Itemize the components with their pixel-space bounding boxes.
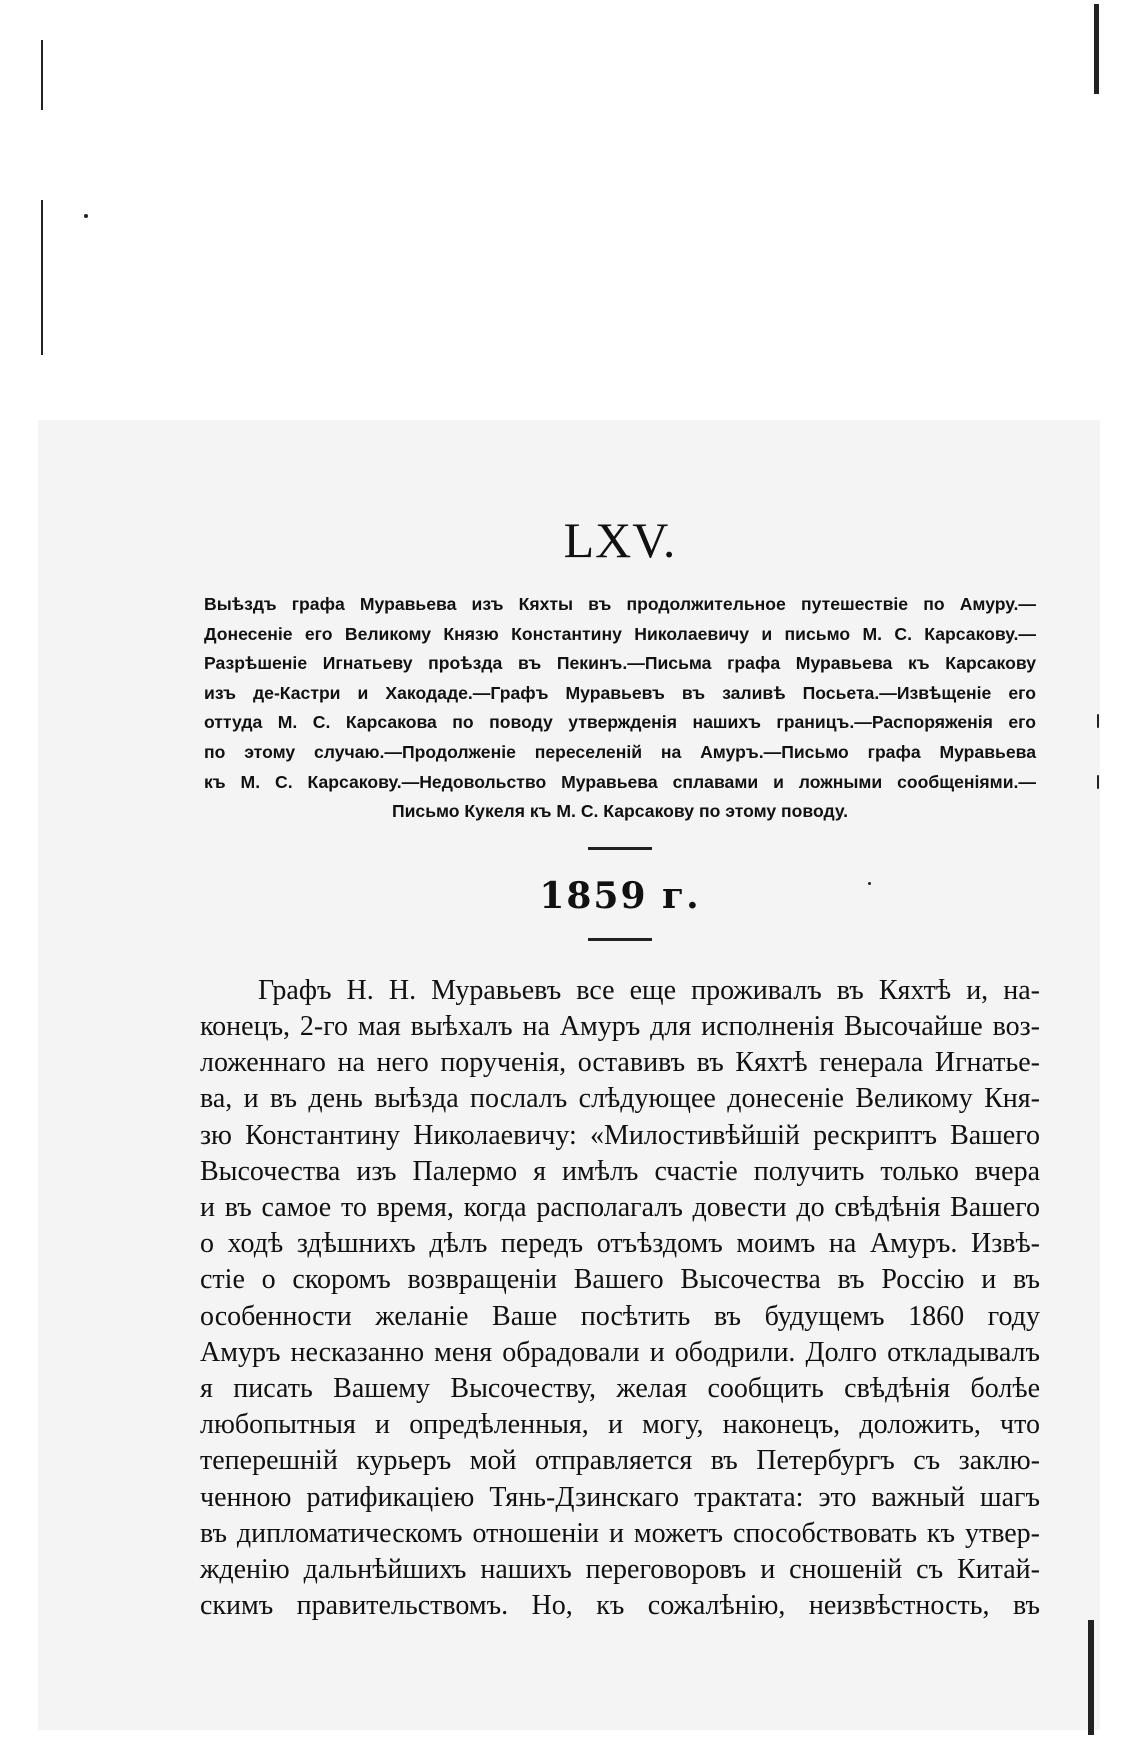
- summary-line: Выѣздъ графа Муравьева изъ Кяхты въ продолжительное путешествіе по Амуру.—: [204, 594, 1036, 614]
- body-paragraph: [200, 973, 1040, 1625]
- summary-line: къ М. С. Карсакову.—Недовольство Муравьева сплавами и ложными сообщеніями.—: [204, 771, 1036, 792]
- summary-line: по этому случаю.—Продолженіе переселеній на Амуръ.—Письмо графа Муравьева: [204, 741, 1036, 762]
- book-page: [200, 510, 1040, 1624]
- scan-speck: [1097, 775, 1099, 789]
- body-line: Высочества изъ Палермо я имѣлъ счастіе получить только вчера: [200, 1155, 1040, 1187]
- left-margin-line: [41, 40, 43, 110]
- scan-speck: [1097, 714, 1099, 728]
- body-line: о ходѣ здѣшнихъ дѣлъ передъ отъѣздомъ моимъ на Амуръ. Извѣ-: [200, 1228, 1040, 1260]
- right-margin-line: [1088, 1620, 1094, 1735]
- summary-line: Разрѣшеніе Игнатьеву проѣзда въ Пекинъ.—Письма графа Муравьева къ Карсакову: [204, 653, 1036, 674]
- body-line: ва, и въ день выѣзда послалъ слѣдующее донесеніе Великому Кня-: [200, 1083, 1040, 1115]
- left-margin-line: [41, 200, 43, 355]
- summary-line: изъ де-Кастри и Хакодаде.—Графъ Муравьевъ въ заливѣ Посьета.—Извѣщеніе его: [204, 682, 1036, 703]
- body-line: Амуръ несказанно меня обрадовали и ободрили. Долго откладывалъ: [200, 1336, 1040, 1368]
- summary-line: Письмо Кукеля къ М. С. Карсакову по этому поводу.: [391, 801, 849, 822]
- body-line: я писать Вашему Высочеству, желая сообщить свѣдѣнія болѣе: [200, 1372, 1040, 1404]
- body-line: зю Константину Николаевичу: «Милостивѣйшій рескриптъ Вашего: [200, 1119, 1040, 1151]
- scan-speck: [84, 214, 88, 218]
- body-line: ложеннаго на него порученія, оставивъ въ Кяхтѣ генерала Игнатье-: [200, 1047, 1040, 1079]
- body-line: жденію дальнѣйшихъ нашихъ переговоровъ и сношеній съ Китай-: [200, 1554, 1040, 1585]
- year-heading: 1859 г.: [539, 874, 701, 917]
- body-line: въ дипломатическомъ отношеніи и можетъ способствовать къ утвер-: [200, 1517, 1040, 1549]
- body-line: скимъ правительствомъ. Но, къ сожалѣнію, неизвѣстность, въ: [200, 1590, 1040, 1622]
- chapter-number: LXV.: [563, 512, 677, 568]
- body-line: любопытныя и опредѣленныя, и могу, наконецъ, доложить, что: [200, 1409, 1040, 1441]
- section-divider: [588, 847, 652, 850]
- summary-line: Донесеніе его Великому Князю Константину Николаевичу и письмо М. С. Карсакову.—: [204, 623, 1036, 644]
- right-margin-line: [1094, 4, 1099, 94]
- body-line: Графъ Н. Н. Муравьевъ все еще проживалъ въ Кяхтѣ и, на-: [258, 974, 1040, 1006]
- chapter-summary: [204, 590, 1036, 827]
- body-line: и въ самое то время, когда располагалъ довести до свѣдѣнія Вашего: [200, 1191, 1040, 1223]
- body-line: конецъ, 2-го мая выѣхалъ на Амуръ для исполненія Высочайше воз-: [200, 1010, 1040, 1042]
- body-line: теперешній курьеръ мой отправляется въ Петербургъ съ заклю-: [200, 1445, 1040, 1477]
- section-divider: [588, 938, 652, 941]
- summary-line: оттуда М. С. Карсакова по поводу утвержденія нашихъ границъ.—Распоряженія его: [204, 712, 1036, 733]
- body-line: ченною ратификаціею Тянь-Дзинскаго трактата: это важный шагъ: [200, 1481, 1040, 1513]
- body-line: особенности желаніе Ваше посѣтить въ будущемъ 1860 году: [200, 1300, 1040, 1332]
- body-line: стіе о скоромъ возвращеніи Вашего Высочества въ Россію и въ: [200, 1264, 1040, 1296]
